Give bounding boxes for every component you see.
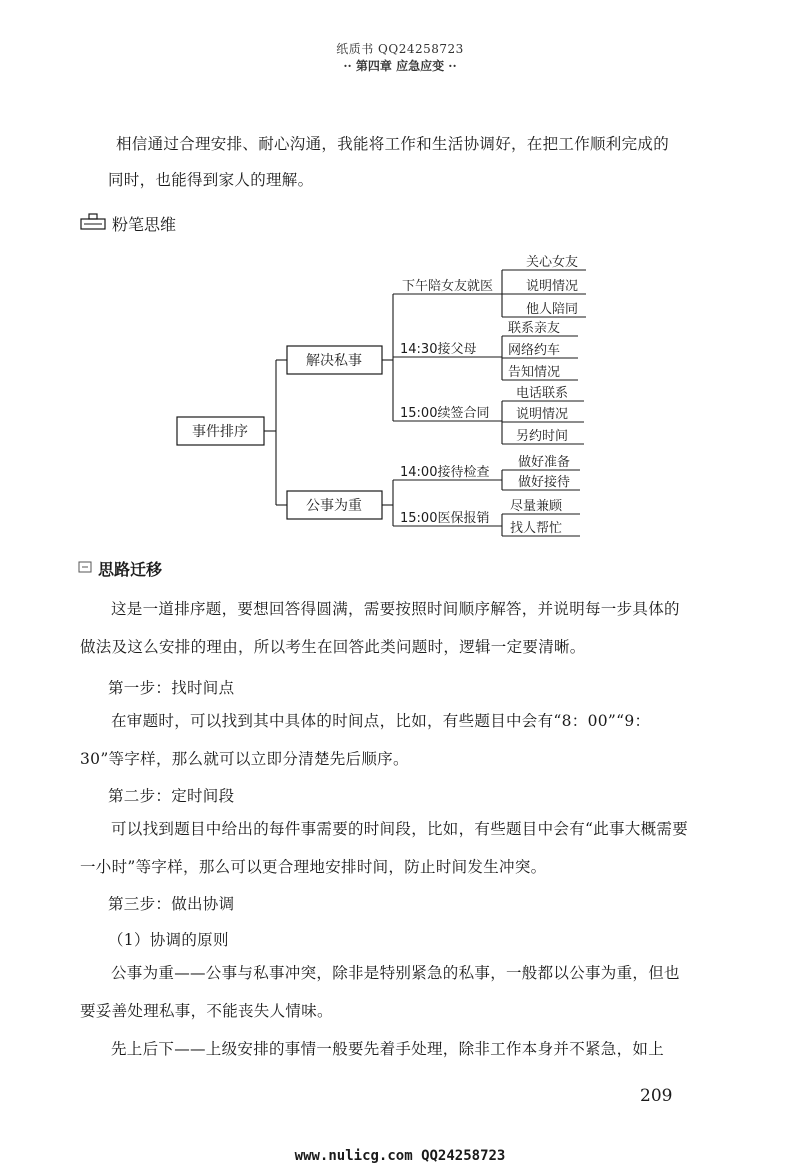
mindmap-leaf: 另约时间 <box>516 429 569 444</box>
mindmap-leaf: 尽量兼顾 <box>510 499 563 514</box>
mindmap-leaf: 他人陪同 <box>526 302 579 317</box>
chalk-board-icon <box>80 213 106 235</box>
mindmap-leaf: 告知情况 <box>508 365 561 380</box>
mindmap-item: 14:30接父母 <box>400 342 477 357</box>
principle-title: （1）协调的原则 <box>108 931 229 949</box>
svg-text:事件排序: 事件排序 <box>192 424 248 440</box>
mindmap-leaf: 做好接待 <box>518 475 571 490</box>
step-3-title: 第三步：做出协调 <box>108 895 235 913</box>
chapter-header: ·· 第四章 应急应变 ·· <box>343 59 457 73</box>
step-2-text: 可以找到题目中给出的每件事需要的时间段，比如，有些题目中会有“此事大概需要一小时”等字样，那么可以更合理地安排时间，防止时间发生冲突。 <box>80 820 689 876</box>
footer-watermark: www.nulicg.com QQ24258723 <box>294 1148 506 1164</box>
mindmap-leaf: 关心女友 <box>526 255 579 270</box>
mind-map <box>0 250 800 550</box>
mindmap-leaf: 说明情况 <box>516 407 569 422</box>
mindmap-leaf: 电话联系 <box>516 386 569 401</box>
mindmap-root <box>177 417 264 445</box>
mindmap-item: 下午陪女友就医 <box>402 279 494 294</box>
principle-1: 公事为重——公事与私事冲突，除非是特别紧急的私事，一般都以公事为重，但也要妥善处理私事，不能丧失人情味。 <box>80 964 680 1020</box>
section-heading-thinking-transfer <box>78 557 162 580</box>
mindmap-leaf: 联系亲友 <box>508 321 561 336</box>
mindmap-branch-private <box>287 346 382 374</box>
paragraph-intro: 这是一道排序题，要想回答得圆满，需要按照时间顺序解答，并说明每一步具体的做法及这么安排的理由，所以考生在回答此类问题时，逻辑一定要清晰。 <box>80 600 680 656</box>
section-heading-chalk-thinking <box>80 212 176 235</box>
svg-text:解决私事: 解决私事 <box>306 353 362 369</box>
step-1-text: 在审题时，可以找到其中具体的时间点，比如，有些题目中会有“8：00”“9：30”等字样，那么就可以立即分清楚先后顺序。 <box>80 712 651 768</box>
mindmap-item: 15:00医保报销 <box>400 511 490 526</box>
mindmap-leaf: 做好准备 <box>518 455 571 470</box>
mindmap-branch-public <box>287 491 382 519</box>
mindmap-leaf: 找人帮忙 <box>510 521 563 536</box>
svg-text:公事为重: 公事为重 <box>306 498 362 514</box>
transfer-icon <box>78 559 92 578</box>
mindmap-leaf: 说明情况 <box>526 279 579 294</box>
page-number: 209 <box>640 1086 673 1106</box>
section-title: 思路迁移 <box>98 560 163 579</box>
principle-2: 先上后下——上级安排的事情一般要先着手处理，除非工作本身并不紧急，如上 <box>111 1040 665 1058</box>
step-2-title: 第二步：定时间段 <box>108 787 235 805</box>
intro-line-1: 相信通过合理安排、耐心沟通，我能将工作和生活协调好，在把工作顺利完成的 <box>116 135 670 153</box>
section-title: 粉笔思维 <box>112 215 177 234</box>
mindmap-item: 15:00续签合同 <box>400 406 490 421</box>
mindmap-leaf: 网络约车 <box>508 343 561 358</box>
step-1-title: 第一步：找时间点 <box>108 679 235 697</box>
header-watermark: 纸质书 QQ24258723 <box>336 42 464 56</box>
mindmap-item: 14:00接待检查 <box>400 465 490 480</box>
intro-line-2: 同时，也能得到家人的理解。 <box>108 171 314 189</box>
